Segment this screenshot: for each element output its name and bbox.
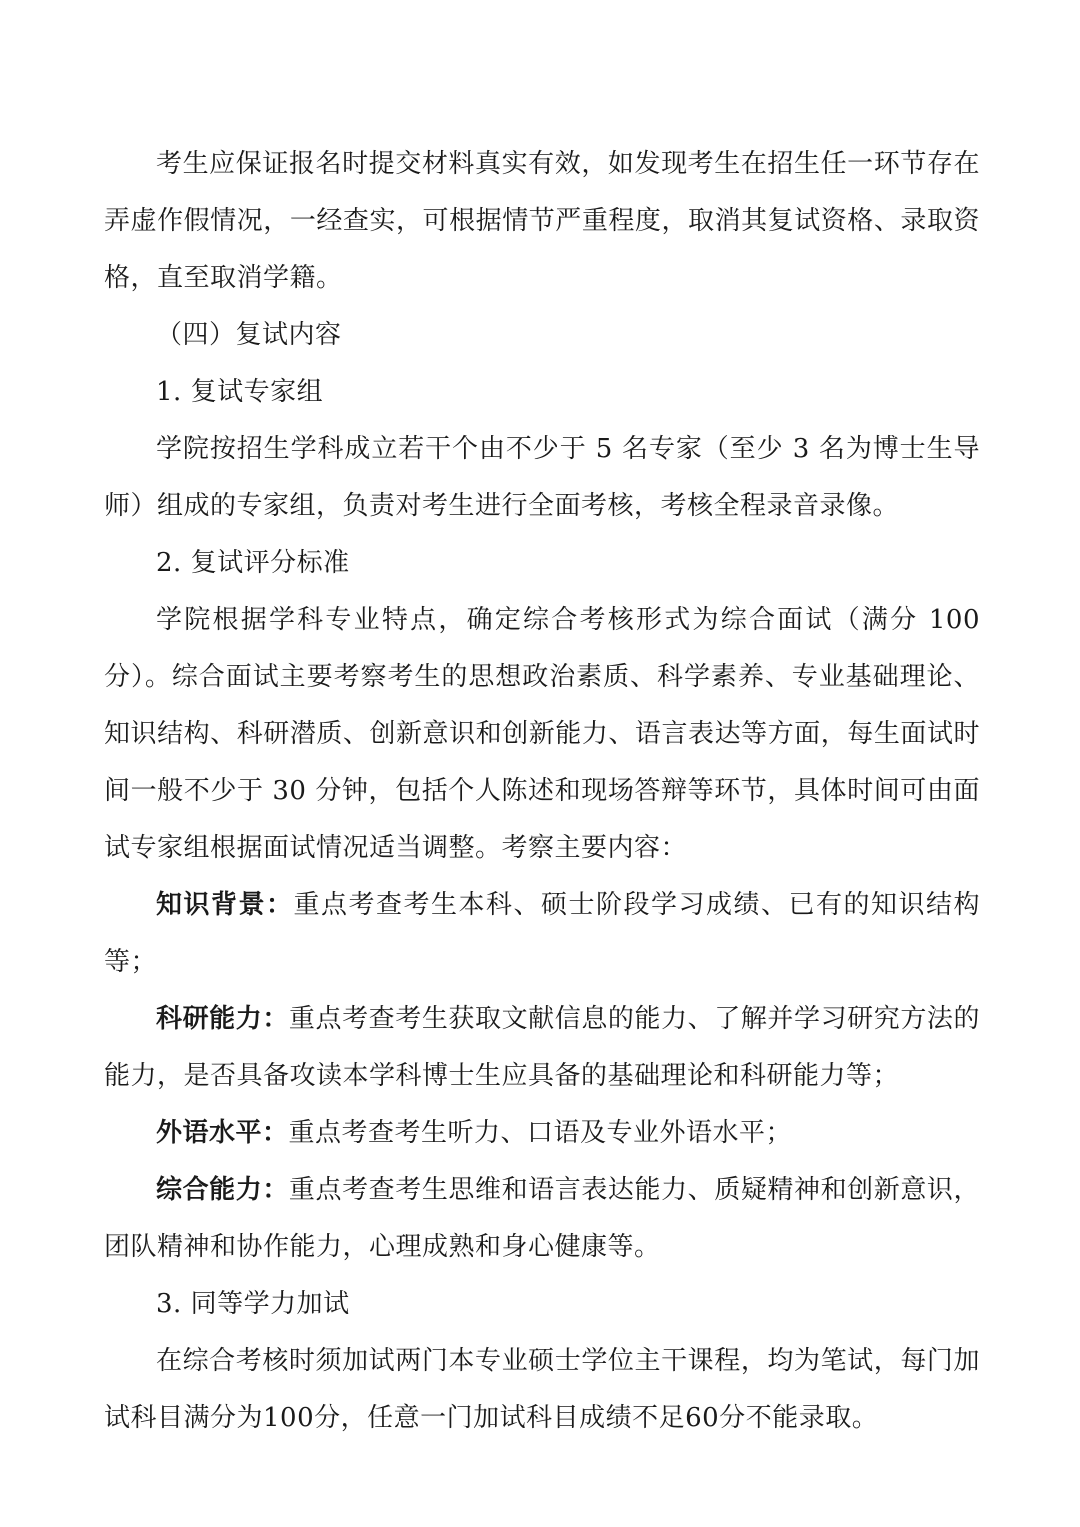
criterion-label: 科研能力：	[156, 1004, 289, 1034]
criterion-text: 重点考查考生获取文献信息的能力、了解并学习研究方法的能力，是否具备攻读本学科博士生应具备的基础理论和科研能力等；	[104, 1004, 980, 1091]
item-heading-equivalent-exam: 3. 同等学力加试	[156, 1289, 350, 1319]
criterion-label: 外语水平：	[156, 1118, 289, 1148]
paragraph-expert-panel: 学院按招生学科成立若干个由不少于 5 名专家（至少 3 名为博士生导师）组成的专家组，负责对考生进行全面考核，考核全程录音录像。	[104, 434, 980, 521]
paragraph-scoring-criteria: 学院根据学科专业特点，确定综合考核形式为综合面试（满分 100 分）。综合面试主要考察考生的思想政治素质、科学素养、专业基础理论、知识结构、科研潜质、创新意识和创新能力、语言表达等方面，每生面试时间一般不少于 30 分钟，包括个人陈述和现场答辩等环节，具体时间可由面试专家组根据面试情况适当调整。考察主要内容：	[104, 605, 980, 863]
criterion-text: 重点考查考生本科、硕士阶段学习成绩、已有的知识结构等；	[104, 890, 980, 977]
criterion-foreign-language	[104, 1105, 980, 1162]
criterion-label: 综合能力：	[156, 1175, 289, 1205]
paragraph-integrity: 考生应保证报名时提交材料真实有效，如发现考生在招生任一环节存在弄虚作假情况，一经查实，可根据情节严重程度，取消其复试资格、录取资格，直至取消学籍。	[104, 149, 980, 293]
criterion-text: 重点考查考生听力、口语及专业外语水平；	[288, 1118, 793, 1148]
criterion-label: 知识背景：	[156, 890, 294, 920]
criterion-knowledge-background	[104, 877, 980, 991]
item-heading-expert-panel: 1. 复试专家组	[156, 377, 324, 407]
document-page	[104, 136, 980, 1447]
criterion-research-ability	[104, 991, 980, 1105]
paragraph-equivalent-exam: 在综合考核时须加试两门本专业硕士学位主干课程，均为笔试，每门加试科目满分为100分，任意一门加试科目成绩不足60分不能录取。	[104, 1346, 980, 1433]
criterion-text: 重点考查考生思维和语言表达能力、质疑精神和创新意识，团队精神和协作能力，心理成熟和身心健康等。	[104, 1175, 980, 1262]
item-heading-scoring-criteria: 2. 复试评分标准	[156, 548, 350, 578]
criterion-comprehensive-ability	[104, 1162, 980, 1276]
section-heading-retest-content: （四）复试内容	[156, 320, 342, 350]
